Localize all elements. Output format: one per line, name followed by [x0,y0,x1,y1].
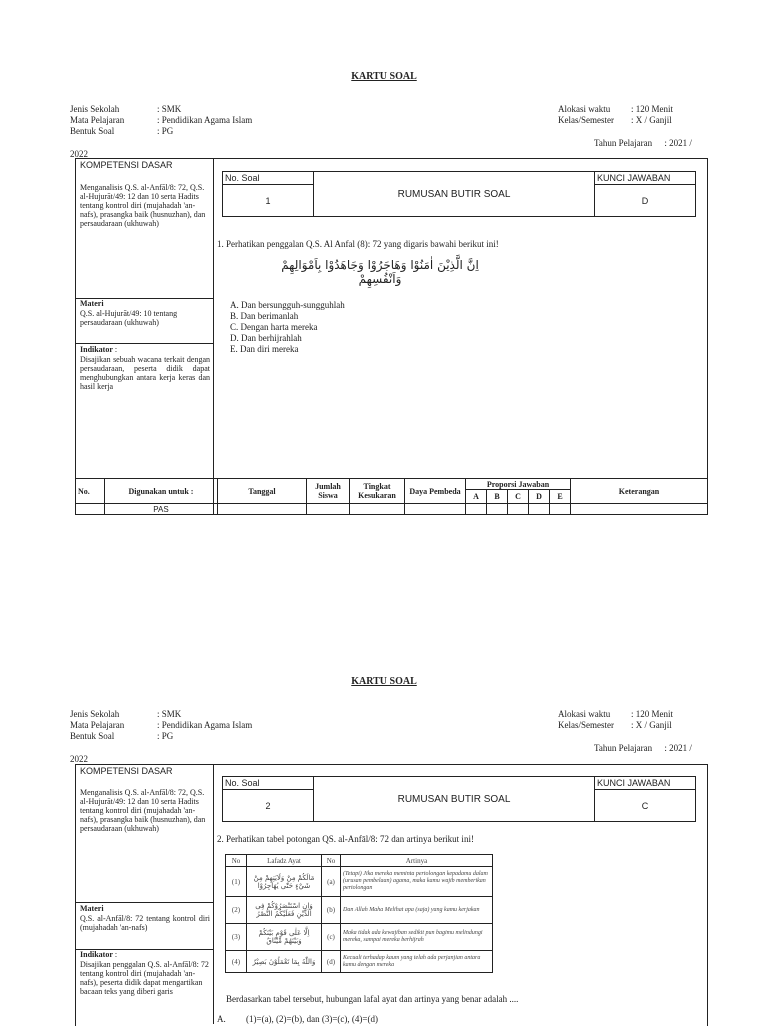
footer-col-c: C [508,490,529,504]
row-arti: Dan Allah Maha Melihat apa (saja) yang kamu kerjakan [341,897,493,924]
kunci-value: D [595,185,696,217]
card2-materi-heading: Materi [80,904,104,913]
card2-materi-text: Q.S. al-Anfāl/8: 72 tentang kontrol diri (mujahadah 'an-nafs) [80,914,210,932]
card1-meta-left-values [157,104,252,137]
kelas-value: : X / Ganjil [631,115,672,125]
kelas-label: Kelas/Semester [558,115,614,125]
mapel-label: Mata Pelajaran [70,720,125,730]
card2-title: KARTU SOAL [351,676,417,687]
footer-col-a: A [466,490,487,504]
card1-kd-heading: KOMPETENSI DASAR [80,160,173,170]
th-no-1: No [226,855,247,867]
row-ayat: اِلَّا عَلٰى قَوْمٍ بَيْنَكُمْ وَبَيْنَهُمْ مِّيْثَاقٌ [247,924,322,951]
th-lafadz: Lafadz Ayat [247,855,322,867]
card2-kd-heading: KOMPETENSI DASAR [80,766,173,776]
option-e[interactable]: E. Dan diri mereka [230,344,299,354]
row-ayat: وَاللّٰهُ بِمَا تَعْمَلُوْنَ بَصِيْرٌ [247,951,322,973]
no-soal-label: No. Soal [223,777,314,790]
card2-question-followup: Berdasarkan tabel tersebut, hubungan lafal ayat dan artinya yang benar adalah .... [226,994,519,1004]
card1-arabic: اِنَّ الَّذِيْنَ اٰمَنُوْا وَهَاجَرُوْا وَجَاهَدُوْا بِاَمْوَالِهِمْ وَاَنْفُسِهِمْ [281,258,479,286]
row-ayat: مَالَكُمْ مِنْ وَلَايَتِهِمْ مِنْ شَيْءٍ حَتّٰى يُهَاجِرُوْا [247,867,322,897]
card2-indikator-heading: Indikator : [80,950,118,959]
card1-title: KARTU SOAL [351,71,417,82]
card2-meta-left-values [157,709,252,742]
row-letter: (a) [322,867,341,897]
card1-materi-heading: Materi [80,299,104,308]
bentuk-label: Bentuk Soal [70,126,115,136]
card1-materi-text: Q.S. al-Hujurāt/49: 10 tentang persaudaraan (ukhuwah) [80,309,178,327]
ayat-table [225,854,493,973]
no-soal-value: 2 [223,790,314,822]
rumusan-label: RUMUSAN BUTIR SOAL [314,172,595,217]
bentuk-value: : PG [157,126,174,136]
row-arti: (Tetapi) Jika mereka meminta pertolongan kepadamu dalam (urusan pembelaan) agama, maka kamu wajib memberikan pertolongan [341,867,493,897]
th-no-2: No [322,855,341,867]
card2-tahun [594,743,692,753]
row-letter: (b) [322,897,341,924]
table-row [226,897,493,924]
card1-meta-left [70,104,124,137]
kelas-value: : X / Ganjil [631,720,672,730]
footer-col-d: D [529,490,550,504]
option-a-label: A. [217,1014,226,1024]
bentuk-value: : PG [157,731,174,741]
card1-soal-header [222,171,696,217]
footer-pas: PAS [105,504,218,515]
footer-col-e: E [550,490,571,504]
row-arti: Maka tidak ada kewajiban sedikit pun bagimu melindungi mereka, sampai mereka berhijrah [341,924,493,951]
kelas-label: Kelas/Semester [558,720,614,730]
option-a-text: (1)=(a), (2)=(b), dan (3)=(c), (4)=(d) [246,1014,378,1024]
mapel-value: : Pendidikan Agama Islam [157,720,253,730]
card2-meta-left [70,709,124,742]
jenis-value: : SMK [157,709,182,719]
jenis-label: Jenis Sekolah [70,709,120,719]
kunci-label: KUNCI JAWABAN [595,172,696,185]
card1-options [230,300,345,355]
card2-soal-header [222,776,696,822]
card2-kd-text: Menganalisis Q.S. al-Anfāl/8: 72, Q.S. al-Hujurāt/49: 12 dan 10 serta Hadits tentang kontrol diri (mujahadah 'an-nafs), prasangka baik (husnuzhan), dan persaudaraan (ukhuwah) [80,788,206,833]
card1-meta-right [558,104,614,126]
row-num: (4) [226,951,247,973]
tahun-value: : 2021 / [664,138,692,148]
tahun-label: Tahun Pelajaran [594,138,653,148]
footer-daya: Daya Pembeda [405,479,466,504]
jenis-label: Jenis Sekolah [70,104,120,114]
footer-col-b: B [487,490,508,504]
card1-meta-right-values [631,104,673,126]
footer-tanggal: Tanggal [218,479,307,504]
card1-kd-text: Menganalisis Q.S. al-Anfāl/8: 72, Q.S. al-Hujurāt/49: 12 dan 10 serta Hadits tentang kontrol diri (mujahadah 'an-nafs), prasangka baik (husnuzhan), dan persaudaraan (ukhuwah) [80,183,206,228]
th-artinya: Artinya [341,855,493,867]
card1-question: 1. Perhatikan penggalan Q.S. Al Anfal (8): 72 yang digaris bawahi berikut ini! [217,239,499,249]
card1-tahun-cont: 2022 [70,149,88,159]
card2-option-a[interactable] [217,1014,378,1024]
card2-meta-right-values [631,709,673,731]
option-c[interactable]: C. Dengan harta mereka [230,322,318,332]
footer-digunakan: Digunakan untuk : [105,479,218,504]
card1-footer [75,478,708,515]
no-soal-value: 1 [223,185,314,217]
alokasi-label: Alokasi waktu [558,709,611,719]
row-arti: Kecuali terhadap kaum yang telah ada perjanjian antara kamu dengan mereka [341,951,493,973]
kunci-label: KUNCI JAWABAN [595,777,696,790]
row-letter: (c) [322,924,341,951]
table-row [226,867,493,897]
mapel-label: Mata Pelajaran [70,115,125,125]
row-num: (2) [226,897,247,924]
footer-tingkat: Tingkat Kesukaran [350,479,405,504]
footer-proporsi: Proporsi Jawaban [466,479,571,490]
table-row [226,951,493,973]
mapel-value: : Pendidikan Agama Islam [157,115,253,125]
card1-indikator-heading: Indikator : [80,345,118,354]
card2-question: 2. Perhatikan tabel potongan QS. al-Anfāl/8: 72 dan artinya berikut ini! [217,834,474,844]
footer-no: No. [76,479,105,504]
card1-indikator-text: Disajikan sebuah wacana terkait dengan persaudaraan, peserta didik dapat menghubungkan antara kerja keras dan hasil kerja [80,355,210,391]
card1-tahun [594,138,692,148]
option-b[interactable]: B. Dan berimanlah [230,311,299,321]
tahun-value: : 2021 / [664,743,692,753]
footer-jumlah: Jumlah Siswa [307,479,350,504]
alokasi-value: : 120 Menit [631,709,673,719]
option-a[interactable]: A. Dan bersungguh-sungguhlah [230,300,345,310]
jenis-value: : SMK [157,104,182,114]
alokasi-value: : 120 Menit [631,104,673,114]
card2-indikator-text: Disajikan penggalan Q.S. al-Anfāl/8: 72 tentang kontrol diri (mujahadah 'an-nafs), peserta didik dapat mengartikan bacaan teks yang diberi garis [80,960,209,996]
footer-keterangan: Keterangan [571,479,708,504]
card2-meta-right [558,709,614,731]
row-ayat: وَاِنِ اسْتَنْصَرُوْكُمْ فِى الدِّيْنِ فَعَلَيْكُمُ النَّصْرُ [247,897,322,924]
table-row [226,924,493,951]
row-num: (1) [226,867,247,897]
bentuk-label: Bentuk Soal [70,731,115,741]
no-soal-label: No. Soal [223,172,314,185]
alokasi-label: Alokasi waktu [558,104,611,114]
option-d[interactable]: D. Dan berhijrahlah [230,333,302,343]
rumusan-label: RUMUSAN BUTIR SOAL [314,777,595,822]
row-letter: (d) [322,951,341,973]
row-num: (3) [226,924,247,951]
kunci-value: C [595,790,696,822]
card2-tahun-cont: 2022 [70,754,88,764]
tahun-label: Tahun Pelajaran [594,743,653,753]
